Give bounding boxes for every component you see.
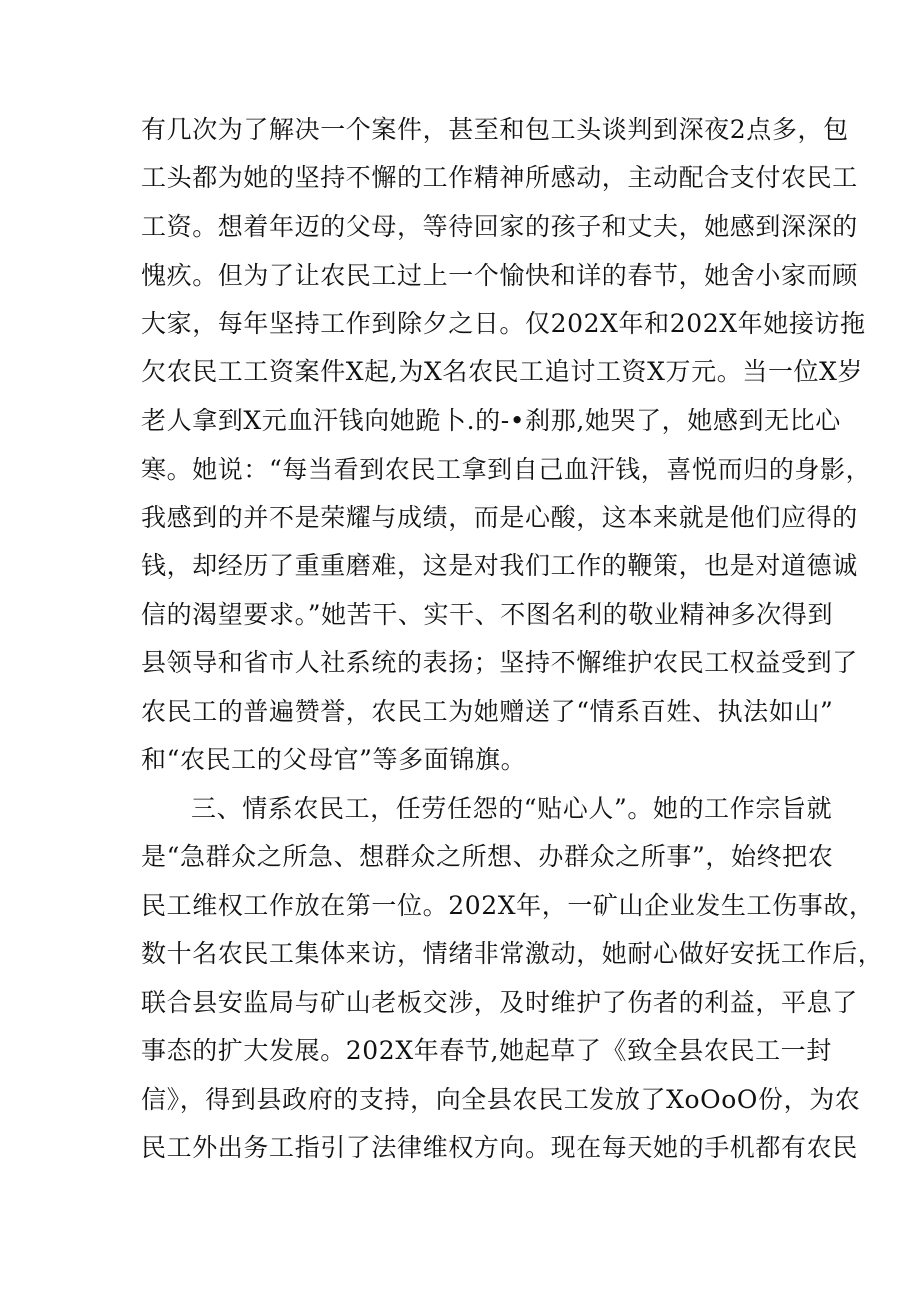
text-line: 工头都为她的坚持不懈的工作精神所感动，主动配合支付农民工 [141, 163, 858, 192]
text-line: 民工外出务工指引了法律维权方向。现在每天她的手机都有农民 [141, 1133, 858, 1162]
text-line: 寒。她说：“每当看到农民工拿到自己血汗钱，喜悦而归的身影， [141, 455, 872, 484]
text-line: 大家，每年坚持工作到除夕之日。仅202X年和202X年她接访拖 [141, 309, 866, 338]
text-line: 联合县安监局与矿山老板交涉，及时维护了伤者的利益，平息了 [141, 988, 858, 1017]
text-line: 有几次为了解决一个案件，甚至和包工头谈判到深夜2点多，包 [141, 115, 849, 144]
text-line: 我感到的并不是荣耀与成绩，而是心酸，这本来就是他们应得的 [141, 503, 858, 532]
text-line: 县领导和省市人社系统的表扬；坚持不懈维护农民工权益受到了 [141, 648, 858, 677]
text-line: 民工维权工作放在第一位。202X年，一矿山企业发生工伤事故， [141, 891, 875, 920]
text-line: 欠农民工工资案件X起,为X名农民工追讨工资X万元。当一位X岁 [141, 357, 864, 386]
text-line: 农民工的普遍赞誉，农民工为她赠送了“情系百姓、执法如山” [141, 697, 834, 726]
text-line: 数十名农民工集体来访，情绪非常激动，她耐心做好安抚工作后， [141, 939, 884, 968]
text-line: 和“农民工的父母官”等多面锦旗。 [141, 745, 527, 774]
text-line: 信》，得到县政府的支持，向全县农民工发放了XoOoO份，为农 [141, 1085, 861, 1114]
text-line: 愧疚。但为了让农民工过上一个愉快和详的春节，她舍小家而顾 [141, 261, 858, 290]
text-line: 老人拿到X元血汗钱向她跪卜.的-•刹那,她哭了，她感到无比心 [141, 406, 841, 435]
text-line: 是“急群众之所急、想群众之所想、办群众之所事”，始终把农 [141, 842, 834, 871]
text-line: 钱，却经历了重重磨难，这是对我们工作的鞭策，也是对道德诚 [141, 551, 858, 580]
text-line: 事态的扩大发展。202X年春节,她起草了《致全县农民工一封 [141, 1036, 832, 1065]
section-heading-line: 三、情系农民工，任劳任怨的“贴心人”。她的工作宗旨就 [191, 794, 833, 823]
text-line: 信的渴望要求。”她苦干、实干、不图名利的敬业精神多次得到 [141, 600, 834, 629]
text-line: 工资。想着年迈的父母，等待回家的孩子和丈夫，她感到深深的 [141, 212, 858, 241]
